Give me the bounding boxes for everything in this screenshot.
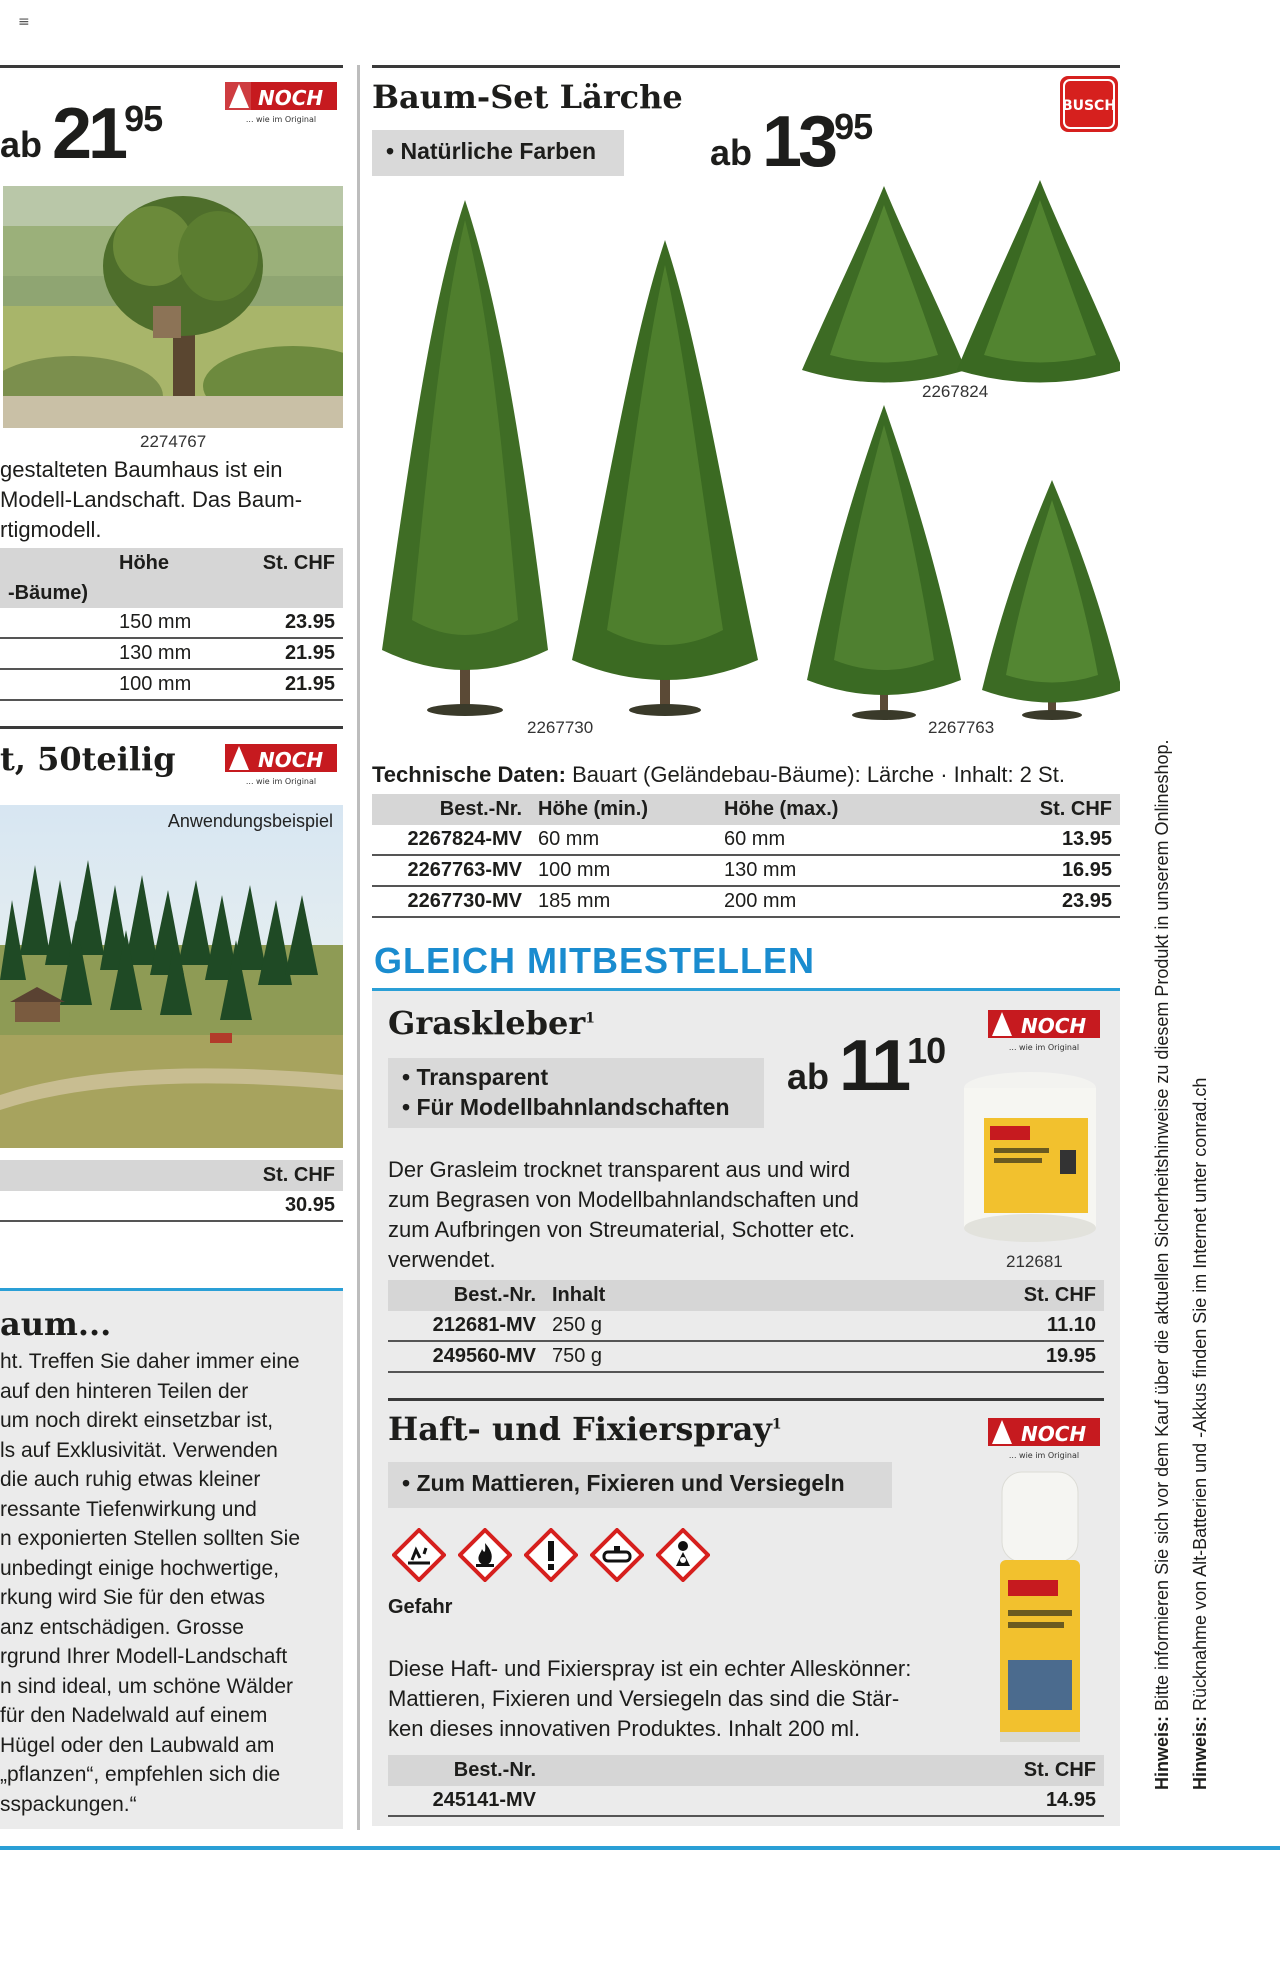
- larch-trees-photo: [372, 180, 1120, 740]
- price-main: 21: [52, 94, 125, 174]
- product-title: Baum-Set Lärche: [372, 78, 683, 116]
- product-description: [388, 1654, 988, 1744]
- side-note-safety: [1152, 739, 1173, 1790]
- table-cell: 14.95: [544, 1786, 1104, 1816]
- table-header: Höhe: [111, 548, 227, 579]
- description-line: Der Grasleim trocknet transparent aus und wird: [388, 1157, 851, 1182]
- price-main: 11: [839, 1026, 908, 1106]
- noch-logo: [988, 1008, 1100, 1059]
- article-line: n sind ideal, um schöne Wälder: [0, 1674, 293, 1698]
- article-line: n exponierten Stellen sollten Sie: [0, 1527, 301, 1550]
- table-row: [388, 1311, 1104, 1341]
- table-row: [0, 1191, 343, 1221]
- article-line: ls auf Exklusivität. Verwenden: [0, 1438, 278, 1462]
- footnote-marker: 1: [585, 1010, 595, 1027]
- feature-text: Transparent: [416, 1064, 549, 1090]
- feature-list: [372, 130, 624, 176]
- technical-data-text: Bauart (Geländebau-Bäume): Lärche · Inhalt: 2 St.: [565, 762, 1065, 787]
- section-title: GLEICH MITBESTELLEN: [374, 940, 815, 981]
- table-cell: 250 g: [544, 1311, 790, 1341]
- noch-logo-tagline: ... wie im Original: [1008, 1451, 1080, 1460]
- table-cell: 2267730-MV: [372, 886, 530, 917]
- table-header: St. CHF: [957, 794, 1120, 825]
- noch-logo-tagline: ... wie im Original: [1008, 1043, 1080, 1052]
- price-table: [388, 1280, 1104, 1373]
- article-line: die auch ruhig etwas kleiner: [0, 1468, 261, 1491]
- feature-item: • Transparent: [402, 1064, 549, 1090]
- price-tag: [787, 1026, 946, 1106]
- price-cents: 95: [834, 106, 873, 147]
- article-line: Hügel oder den Laubwald am: [0, 1733, 275, 1757]
- column-separator: [357, 65, 360, 1830]
- table-cell: [227, 579, 343, 608]
- environment-hazard-icon: [392, 1528, 446, 1582]
- table-cell: [0, 608, 111, 638]
- table-cell: 23.95: [957, 886, 1120, 917]
- description-line: Diese Haft- und Fixierspray ist ein echter Alleskönner:: [388, 1656, 912, 1681]
- table-row: [0, 669, 343, 700]
- table-cell: 60 mm: [716, 825, 957, 855]
- table-header: Best.-Nr.: [388, 1755, 544, 1786]
- sku-label: 2274767: [140, 432, 207, 451]
- article-title: aum...: [0, 1305, 112, 1343]
- table-row: [372, 855, 1120, 886]
- feature-item: • Für Modellbahnlandschaften: [402, 1094, 730, 1120]
- health-hazard-icon: [656, 1528, 710, 1582]
- description-line: Modell-Landschaft. Das Baum-: [0, 487, 303, 512]
- busch-logo-text: BUSCH: [1061, 98, 1117, 114]
- article-panel: [0, 1291, 343, 1829]
- technical-data: [372, 762, 1065, 788]
- table-row: [388, 1341, 1104, 1372]
- product-description: [388, 1155, 948, 1275]
- table-row: [0, 608, 343, 638]
- noch-logo-tagline: ... wie im Original: [245, 115, 317, 124]
- article-line: sspackungen.“: [0, 1792, 137, 1816]
- description-line: zum Aufbringen von Streumaterial, Schotter etc.: [388, 1217, 856, 1242]
- table-cell: 2267824-MV: [372, 825, 530, 855]
- table-header: Inhalt: [544, 1280, 790, 1311]
- description-line: verwendet.: [388, 1247, 496, 1272]
- description-line: zum Begrasen von Modellbahnlandschaften und: [388, 1187, 859, 1212]
- table-cell: 200 mm: [716, 886, 957, 917]
- price-prefix: ab: [0, 124, 43, 165]
- table-row: [372, 886, 1120, 917]
- noch-logo-text: NOCH: [258, 748, 324, 772]
- divider: [0, 65, 343, 68]
- feature-text: Natürliche Farben: [400, 138, 596, 164]
- table-header: Best.-Nr.: [372, 794, 530, 825]
- table-cell: 249560-MV: [388, 1341, 544, 1372]
- gas-cylinder-hazard-icon: [590, 1528, 644, 1582]
- table-cell: -Bäume): [0, 579, 111, 608]
- exclamation-hazard-icon: [524, 1528, 578, 1582]
- table-cell: 2267763-MV: [372, 855, 530, 886]
- product-title: [388, 1410, 782, 1448]
- table-cell: 130 mm: [111, 638, 227, 669]
- table-cell: 60 mm: [530, 825, 716, 855]
- table-cell: 30.95: [216, 1191, 343, 1221]
- table-cell: 130 mm: [716, 855, 957, 886]
- price-table: [0, 548, 343, 701]
- price-cents: 10: [907, 1030, 946, 1071]
- sku-label: 2267730: [527, 718, 594, 737]
- table-cell: 100 mm: [111, 669, 227, 700]
- description-line: rtigmodell.: [0, 517, 102, 542]
- table-cell: 212681-MV: [388, 1311, 544, 1341]
- article-line: rgrund Ihrer Modell-Landschaft: [0, 1645, 288, 1668]
- forest-photo: [0, 805, 343, 1148]
- table-cell: [111, 579, 227, 608]
- divider: [372, 65, 1120, 68]
- side-note-label: Hinweis:: [1152, 1715, 1172, 1790]
- spray-can-image: [990, 1470, 1090, 1755]
- table-header: Höhe (min.): [530, 794, 716, 825]
- table-cell: 11.10: [790, 1311, 1104, 1341]
- price-table: [372, 794, 1120, 918]
- table-header-row: [388, 1755, 1104, 1786]
- hazard-label: Gefahr: [388, 1596, 453, 1618]
- sku-label: 212681: [1006, 1252, 1063, 1271]
- feature-list: [388, 1058, 764, 1128]
- table-header: St. CHF: [790, 1280, 1104, 1311]
- noch-logo-tagline: ... wie im Original: [245, 777, 317, 786]
- table-cell: [0, 638, 111, 669]
- table-cell: 16.95: [957, 855, 1120, 886]
- treehouse-photo: [3, 186, 343, 428]
- price-tag: [0, 94, 163, 174]
- footer-divider: [0, 1846, 1280, 1850]
- table-header-row: [0, 548, 343, 579]
- noch-logo: [225, 742, 337, 793]
- product-description: [0, 455, 343, 545]
- product-title: [388, 1004, 595, 1042]
- divider: [388, 1398, 1104, 1401]
- feature-item: • Natürliche Farben: [386, 138, 596, 164]
- side-note-text: Rücknahme von Alt-Batterien und -Akkus finden Sie im Internet unter conrad.ch: [1190, 1077, 1210, 1716]
- table-cell: 21.95: [227, 638, 343, 669]
- table-cell: 245141-MV: [388, 1786, 544, 1816]
- table-header: [0, 1160, 216, 1191]
- table-cell: 19.95: [790, 1341, 1104, 1372]
- table-header: St. CHF: [227, 548, 343, 579]
- table-cell: 21.95: [227, 669, 343, 700]
- price-prefix: ab: [787, 1056, 830, 1097]
- menu-icon[interactable]: ≡: [18, 14, 30, 30]
- table-cell: [0, 669, 111, 700]
- table-row: [372, 825, 1120, 855]
- description-line: gestalteten Baumhaus ist ein: [0, 457, 283, 482]
- table-header: Höhe (max.): [716, 794, 957, 825]
- price-tag: [710, 102, 873, 182]
- article-line: ressante Tiefenwirkung und: [0, 1497, 257, 1521]
- noch-logo: [988, 1416, 1100, 1467]
- price-cents: 95: [124, 98, 163, 139]
- divider: [0, 726, 343, 729]
- feature-text: Zum Mattieren, Fixieren und Versiegeln: [416, 1470, 845, 1496]
- table-row: [0, 638, 343, 669]
- article-line: unbedingt einige hochwertige,: [0, 1556, 280, 1580]
- side-note-text: Bitte informieren Sie sich vor dem Kauf über die aktuellen Sicherheitshinweise zu diesem Produkt in unserem Onlineshop.: [1152, 739, 1172, 1716]
- side-note-label: Hinweis:: [1190, 1715, 1210, 1790]
- feature-text: Für Modellbahnlandschaften: [416, 1094, 730, 1120]
- article-line: anz entschädigen. Grosse: [0, 1615, 244, 1639]
- sku-label: 2267763: [928, 718, 995, 737]
- article-line: „pflanzen“, empfehlen sich die: [0, 1763, 281, 1786]
- feature-item: • Zum Mattieren, Fixieren und Versiegeln: [402, 1470, 845, 1496]
- feature-list: [388, 1462, 892, 1508]
- table-cell: 100 mm: [530, 855, 716, 886]
- noch-logo-text: NOCH: [1021, 1014, 1087, 1038]
- product-title-text: Haft- und Fixierspray: [388, 1410, 772, 1448]
- photo-caption: Anwendungsbeispiel: [167, 811, 333, 831]
- table-cell: 750 g: [544, 1341, 790, 1372]
- table-cell: 185 mm: [530, 886, 716, 917]
- article-line: um noch direkt einsetzbar ist,: [0, 1409, 274, 1432]
- noch-logo: [225, 80, 337, 131]
- table-cell: 23.95: [227, 608, 343, 638]
- table-cell: [0, 1191, 216, 1221]
- price-prefix: ab: [710, 132, 753, 173]
- article-body: [0, 1347, 343, 1819]
- description-line: ken dieses innovativen Produktes. Inhalt 200 ml.: [388, 1716, 861, 1741]
- article-line: ht. Treffen Sie daher immer eine: [0, 1350, 300, 1373]
- technical-data-label: Technische Daten:: [372, 762, 566, 787]
- description-line: Mattieren, Fixieren und Versiegeln das sind die Stär-: [388, 1686, 900, 1711]
- sku-label: 2267824: [922, 382, 989, 401]
- glue-tub-image: [960, 1068, 1100, 1253]
- table-header-row: [0, 1160, 343, 1191]
- table-header-row: [388, 1280, 1104, 1311]
- article-line: auf den hinteren Teilen der: [0, 1379, 249, 1403]
- table-header: St. CHF: [544, 1755, 1104, 1786]
- noch-logo-text: NOCH: [258, 86, 324, 110]
- table-header-row: [372, 794, 1120, 825]
- busch-logo: [1060, 76, 1118, 137]
- table-cell: 13.95: [957, 825, 1120, 855]
- table-row: [388, 1786, 1104, 1816]
- table-header: [0, 548, 111, 579]
- article-line: für den Nadelwald auf einem: [0, 1704, 268, 1727]
- footnote-marker: 1: [771, 1416, 782, 1433]
- side-note-battery: [1190, 1078, 1211, 1790]
- product-title-text: Graskleber: [388, 1004, 586, 1042]
- table-header: St. CHF: [216, 1160, 343, 1191]
- table-row: [0, 579, 343, 608]
- hazard-icons: [392, 1528, 710, 1582]
- product-title: t, 50teilig: [0, 740, 176, 778]
- article-line: rkung wird Sie für den etwas: [0, 1586, 265, 1609]
- flammable-hazard-icon: [458, 1528, 512, 1582]
- noch-logo-text: NOCH: [1021, 1422, 1087, 1446]
- price-main: 13: [762, 102, 835, 182]
- table-header: Best.-Nr.: [388, 1280, 544, 1311]
- price-table: [388, 1755, 1104, 1817]
- price-table: [0, 1160, 343, 1222]
- table-cell: 150 mm: [111, 608, 227, 638]
